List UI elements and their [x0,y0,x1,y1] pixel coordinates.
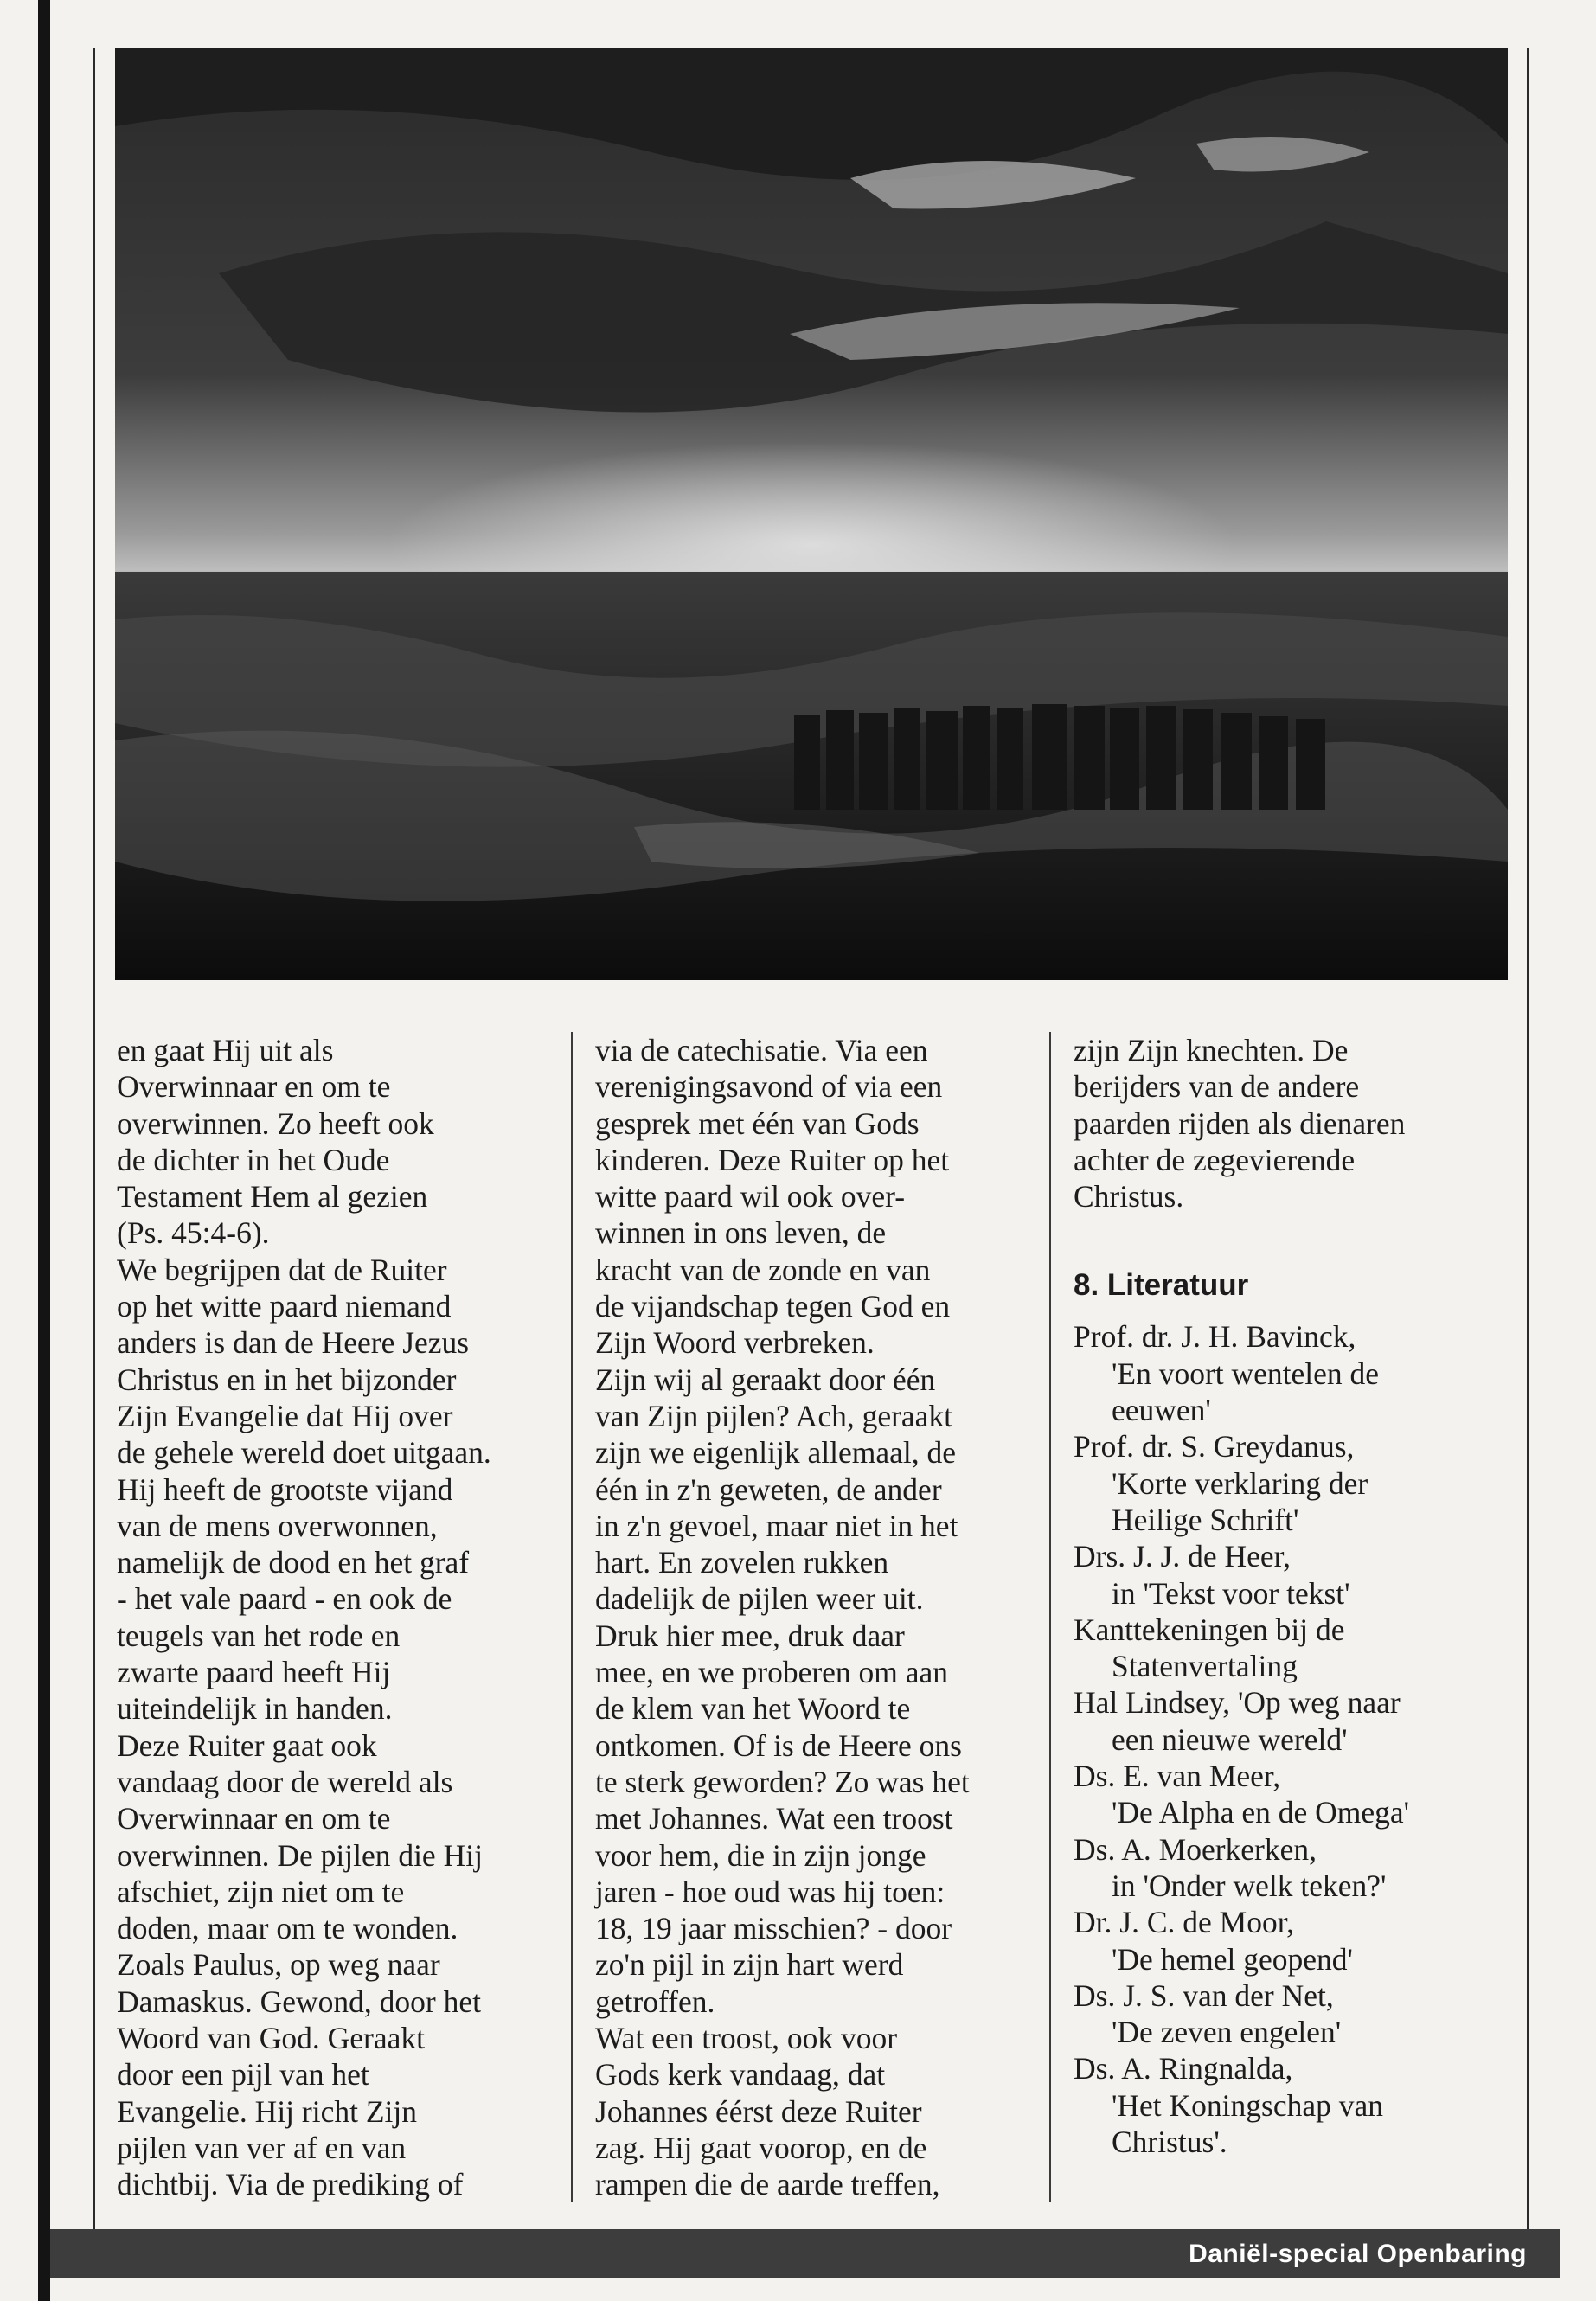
text-line: overwinnen. Zo heeft ook [117,1106,434,1141]
text-line: de dichter in het Oude [117,1142,390,1177]
text-line: overwinnen. De pijlen die Hij [117,1837,483,1873]
text-line: witte paard wil ook over- [595,1179,906,1215]
text-line: - het vale paard - en ook de [117,1581,452,1617]
literature-title: 'De Alpha en de Omega' [1112,1795,1410,1830]
literature-item [1074,2050,1506,2160]
column-divider-1 [571,1032,573,2202]
text-line: Evangelie. Hij richt Zijn [117,2093,418,2129]
text-line: paarden rijden als dienaren [1074,1106,1406,1141]
literature-title: in 'Onder welk teken?' [1112,1868,1387,1903]
text-line: voor hem, die in zijn jonge [595,1837,926,1873]
text-line: Zoals Paulus, op weg naar [117,1947,440,1983]
text-line: teugels van het rode en [117,1618,401,1653]
text-line: uiteindelijk in handen. [117,1691,393,1727]
text-line: afschiet, zijn niet om te [117,1874,405,1909]
text-column-3 [1074,1032,1506,2160]
text-line: via de catechisatie. Via een [595,1033,928,1067]
text-line: van de mens overwonnen, [117,1508,438,1543]
literature-title: 'En voort wentelen de [1112,1356,1380,1391]
text-line: zag. Hij gaat voorop, en de [595,2130,927,2165]
text-line: Druk hier mee, druk daar [595,1618,905,1653]
literature-title-cont: Christus'. [1112,2125,1227,2160]
text-line: 18, 19 jaar misschien? - door [595,1911,952,1946]
literature-title: Statenvertaling [1112,1649,1298,1684]
text-line: namelijk de dood en het graf [117,1545,470,1580]
literature-title-cont: Heilige Schrift' [1112,1502,1299,1537]
text-line: de vijandschap tegen God en [595,1289,951,1324]
literature-title: in 'Tekst voor tekst' [1112,1575,1350,1611]
text-line: de gehele wereld doet uitgaan. [117,1435,491,1471]
text-line: Hij heeft de grootste vijand [117,1471,453,1507]
text-line: doden, maar om te wonden. [117,1911,458,1946]
text-line: door een pijl van het [117,2057,369,2093]
text-line: jaren - hoe oud was hij toen: [595,1874,945,1909]
text-line: zo'n pijl in zijn hart werd [595,1947,904,1983]
column-divider-2 [1049,1032,1051,2202]
literature-title: 'Korte verklaring der [1112,1465,1368,1501]
sea-sunset-photo [115,48,1508,980]
literature-item [1074,1831,1506,1905]
text-line: achter de zegevierende [1074,1142,1356,1177]
text-line: en gaat Hij uit als [117,1033,334,1067]
text-line: zwarte paard heeft Hij [117,1655,391,1690]
literature-item [1074,1428,1506,1538]
literature-author: Ds. A. Ringnalda, [1074,2051,1293,2086]
footer-bar [50,2229,1560,2278]
text-line: dadelijk de pijlen weer uit. [595,1581,924,1617]
text-line: in z'n gevoel, maar niet in het [595,1508,958,1543]
literature-author: Ds. A. Moerkerken, [1074,1831,1317,1867]
text-line: Wat een troost, ook voor [595,2021,898,2056]
text-line: Testament Hem al gezien [117,1179,428,1215]
text-column-2 [595,1032,1028,2203]
literature-item [1074,1684,1506,1758]
text-line: op het witte paard niemand [117,1289,452,1324]
text-line: Johannes éérst deze Ruiter [595,2093,922,2129]
text-line: berijders van de andere [1074,1069,1360,1105]
text-line: vandaag door de wereld als [117,1764,453,1799]
literature-author: Ds. J. S. van der Net, [1074,1977,1334,2013]
text-line: Overwinnaar en om te [117,1069,391,1105]
literature-author: Prof. dr. S. Greydanus, [1074,1429,1355,1465]
frame-right-rule [1527,48,1529,2229]
text-line: pijlen van ver af en van [117,2130,407,2165]
text-line: Gods kerk vandaag, dat [595,2057,886,2093]
literature-author: Kanttekeningen bij de [1074,1612,1345,1647]
literature-author: Dr. J. C. de Moor, [1074,1905,1294,1940]
frame-left-rule [93,48,95,2229]
literature-item [1074,1977,1506,2051]
text-line: dichtbij. Via de prediking of [117,2167,464,2202]
text-column-1 [117,1032,549,2203]
literature-title-cont: eeuwen' [1112,1393,1211,1428]
text-line: getroffen. [595,1984,715,2019]
text-line: verenigingsavond of via een [595,1069,943,1105]
text-line: We begrijpen dat de Ruiter [117,1252,447,1287]
literature-author: Prof. dr. J. H. Bavinck, [1074,1319,1356,1355]
text-line: Deze Ruiter gaat ook [117,1727,377,1763]
text-line: Zijn wij al geraakt door één [595,1362,936,1397]
text-line: zijn Zijn knechten. De [1074,1033,1349,1067]
text-line: kracht van de zonde en van [595,1252,931,1287]
literature-author: Drs. J. J. de Heer, [1074,1539,1291,1574]
literature-author: Hal Lindsey, 'Op weg naar [1074,1685,1401,1721]
literature-author: Ds. E. van Meer, [1074,1759,1281,1794]
text-line: (Ps. 45:4-6). [117,1215,270,1251]
text-line: hart. En zovelen rukken [595,1545,889,1580]
literature-title: 'De hemel geopend' [1112,1941,1353,1977]
literature-title: een nieuwe wereld' [1112,1721,1348,1757]
text-line: te sterk geworden? Zo was het [595,1764,970,1799]
text-line: Zijn Evangelie dat Hij over [117,1398,453,1433]
text-line: ontkomen. Of is de Heere ons [595,1727,962,1763]
page-spine [38,0,50,2301]
text-line: winnen in ons leven, de [595,1215,887,1251]
text-line: Overwinnaar en om te [117,1801,391,1836]
text-line: één in z'n geweten, de ander [595,1471,942,1507]
literature-item [1074,1612,1506,1685]
footer-label: Daniël-special Openbaring [1189,2240,1527,2268]
literature-title: 'De zeven engelen' [1112,2015,1342,2050]
text-line: Damaskus. Gewond, door het [117,1984,481,2019]
text-line: Christus. [1074,1179,1184,1215]
literature-item [1074,1758,1506,1831]
section-heading: 8. Literatuur [1074,1268,1249,1303]
literature-item [1074,1538,1506,1612]
text-line: de klem van het Woord te [595,1691,911,1727]
text-line: mee, en we proberen om aan [595,1655,949,1690]
text-line: gesprek met één van Gods [595,1106,920,1141]
literature-item [1074,1318,1506,1428]
text-line: met Johannes. Wat een troost [595,1801,953,1836]
literature-item [1074,1904,1506,1977]
text-line: zijn we eigenlijk allemaal, de [595,1435,956,1471]
text-line: anders is dan de Heere Jezus [117,1325,470,1361]
text-line: Zijn Woord verbreken. [595,1325,875,1361]
literature-title: 'Het Koningschap van [1112,2087,1383,2123]
text-line: Woord van God. Geraakt [117,2021,425,2056]
text-line: van Zijn pijlen? Ach, geraakt [595,1398,953,1433]
text-line: rampen die de aarde treffen, [595,2167,940,2202]
text-line: Christus en in het bijzonder [117,1362,457,1397]
text-line: kinderen. Deze Ruiter op het [595,1142,950,1177]
